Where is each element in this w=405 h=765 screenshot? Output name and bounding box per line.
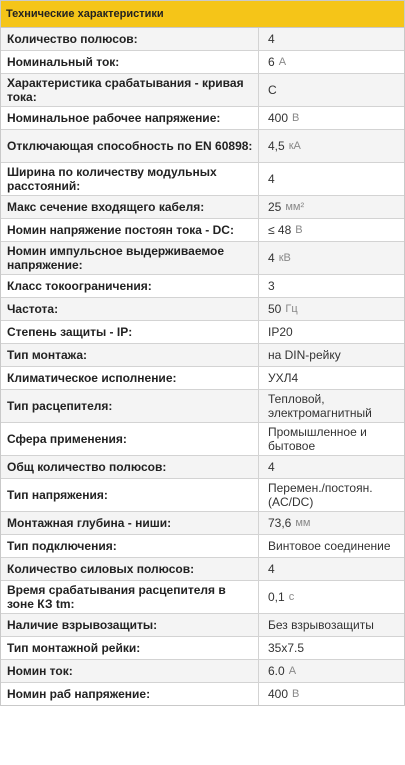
spec-value: 6.0	[268, 664, 285, 678]
spec-row	[1, 107, 404, 130]
spec-row	[1, 275, 404, 298]
spec-value-cell	[259, 219, 404, 241]
spec-label: Степень защиты - IP:	[1, 321, 259, 343]
spec-value-cell	[259, 130, 404, 162]
spec-row	[1, 321, 404, 344]
spec-row	[1, 196, 404, 219]
spec-value: 4	[268, 251, 275, 265]
spec-value: 4	[268, 32, 275, 46]
spec-value-cell	[259, 614, 404, 636]
spec-unit: В	[292, 688, 300, 700]
spec-unit: мм²	[285, 201, 305, 213]
spec-unit: В	[292, 112, 300, 124]
spec-row	[1, 130, 404, 163]
spec-value: IP20	[268, 325, 293, 339]
spec-value-cell	[259, 512, 404, 534]
spec-value: 0,1	[268, 590, 285, 604]
spec-value-cell	[259, 637, 404, 659]
spec-row	[1, 581, 404, 614]
spec-row	[1, 28, 404, 51]
spec-row	[1, 535, 404, 558]
spec-label: Класс токоограничения:	[1, 275, 259, 297]
spec-label: Время срабатывания расцепителя в зоне КЗ tm:	[1, 581, 259, 613]
spec-value-cell	[259, 558, 404, 580]
spec-value-cell	[259, 660, 404, 682]
spec-label: Тип монтажной рейки:	[1, 637, 259, 659]
spec-table-title: Технические характеристики	[1, 1, 404, 28]
spec-value-cell	[259, 51, 404, 73]
spec-label: Монтажная глубина - ниши:	[1, 512, 259, 534]
spec-unit: кВ	[278, 252, 291, 264]
spec-row	[1, 660, 404, 683]
spec-value: 4	[268, 460, 275, 474]
spec-value: УХЛ4	[268, 371, 299, 385]
spec-row	[1, 614, 404, 637]
spec-row	[1, 390, 404, 423]
spec-value-cell	[259, 344, 404, 366]
spec-row	[1, 637, 404, 660]
spec-label: Характеристика срабатывания - кривая тока:	[1, 74, 259, 106]
spec-value-cell	[259, 423, 404, 455]
spec-value-cell	[259, 163, 404, 195]
spec-label: Тип монтажа:	[1, 344, 259, 366]
spec-value: ≤ 48	[268, 223, 292, 237]
spec-row	[1, 219, 404, 242]
spec-row	[1, 367, 404, 390]
spec-row	[1, 163, 404, 196]
spec-value-cell	[259, 390, 404, 422]
spec-value: 35x7.5	[268, 641, 305, 655]
spec-value: Тепловой, электромагнитный	[268, 392, 372, 420]
spec-value: 4,5	[268, 139, 285, 153]
spec-label: Тип напряжения:	[1, 479, 259, 511]
spec-value: 25	[268, 200, 282, 214]
spec-label: Ширина по количеству модульных расстояний:	[1, 163, 259, 195]
spec-label: Номин напряжение постоян тока - DC:	[1, 219, 259, 241]
spec-value-cell	[259, 321, 404, 343]
spec-value-cell	[259, 535, 404, 557]
spec-row	[1, 683, 404, 705]
spec-row	[1, 298, 404, 321]
spec-row	[1, 51, 404, 74]
spec-value: C	[268, 83, 277, 97]
spec-value: на DIN-рейку	[268, 348, 341, 362]
spec-label: Номин раб напряжение:	[1, 683, 259, 705]
spec-row	[1, 242, 404, 275]
spec-label: Климатическое исполнение:	[1, 367, 259, 389]
spec-row	[1, 456, 404, 479]
spec-label: Количество полюсов:	[1, 28, 259, 50]
spec-unit: А	[278, 56, 287, 68]
spec-value: Промышленное и бытовое	[268, 425, 367, 453]
spec-value-cell	[259, 28, 404, 50]
spec-unit: А	[288, 665, 297, 677]
spec-unit: с	[288, 591, 295, 603]
spec-label: Номин ток:	[1, 660, 259, 682]
spec-label: Частота:	[1, 298, 259, 320]
spec-value-cell	[259, 581, 404, 613]
spec-value: Винтовое соединение	[268, 539, 391, 553]
spec-value-cell	[259, 298, 404, 320]
spec-unit: кА	[288, 140, 301, 152]
spec-value: 400	[268, 687, 289, 701]
spec-label: Количество силовых полюсов:	[1, 558, 259, 580]
spec-label: Тип расцепителя:	[1, 390, 259, 422]
spec-value: 4	[268, 172, 275, 186]
spec-row	[1, 558, 404, 581]
spec-value-cell	[259, 367, 404, 389]
spec-value: 73,6	[268, 516, 292, 530]
spec-row	[1, 344, 404, 367]
spec-row	[1, 479, 404, 512]
spec-value: 400	[268, 111, 289, 125]
spec-label: Наличие взрывозащиты:	[1, 614, 259, 636]
spec-value-cell	[259, 683, 404, 705]
spec-value-cell	[259, 107, 404, 129]
spec-value-cell	[259, 74, 404, 106]
spec-label: Общ количество полюсов:	[1, 456, 259, 478]
spec-value: Без взрывозащиты	[268, 618, 374, 632]
spec-label: Номинальный ток:	[1, 51, 259, 73]
spec-value: Перемен./постоян. (AC/DC)	[268, 481, 373, 509]
spec-label: Сфера применения:	[1, 423, 259, 455]
spec-rows	[1, 28, 404, 705]
spec-value-cell	[259, 242, 404, 274]
spec-value-cell	[259, 196, 404, 218]
spec-value-cell	[259, 456, 404, 478]
spec-label: Номинальное рабочее напряжение:	[1, 107, 259, 129]
spec-row	[1, 74, 404, 107]
spec-row	[1, 423, 404, 456]
spec-row	[1, 512, 404, 535]
spec-value: 3	[268, 279, 275, 293]
spec-unit: В	[295, 224, 303, 236]
spec-value-cell	[259, 479, 404, 511]
spec-value: 4	[268, 562, 275, 576]
spec-value-cell	[259, 275, 404, 297]
spec-value: 50	[268, 302, 282, 316]
spec-label: Отключающая способность по EN 60898:	[1, 130, 259, 162]
spec-label: Номин импульсное выдерживаемое напряжение:	[1, 242, 259, 274]
spec-label: Тип подключения:	[1, 535, 259, 557]
spec-unit: мм	[295, 517, 311, 529]
spec-label: Макс сечение входящего кабеля:	[1, 196, 259, 218]
spec-unit: Гц	[285, 303, 298, 315]
spec-value: 6	[268, 55, 275, 69]
